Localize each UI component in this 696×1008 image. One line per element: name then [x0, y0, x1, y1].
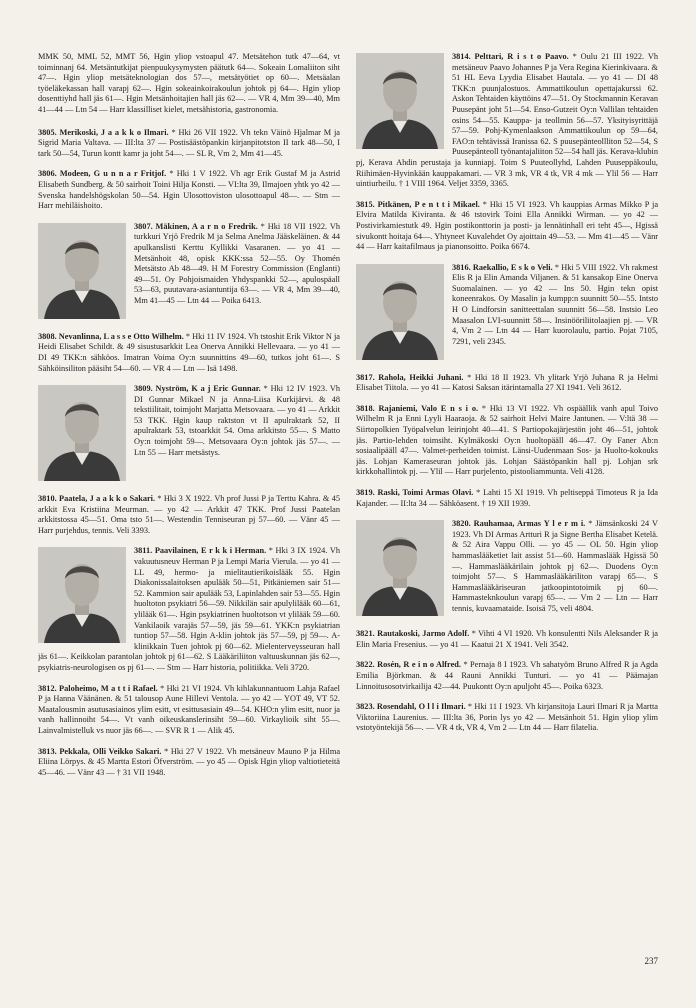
- entry-heading: 3819. Raski, Toimi Armas Olavi.: [356, 488, 474, 498]
- entry-text: [356, 702, 658, 734]
- entry-heading: 3820. Rauhamaa, Armas Y l e r m i.: [452, 519, 586, 529]
- biography-entry: [356, 373, 658, 394]
- entry-text: [38, 747, 340, 779]
- biography-entry: [38, 494, 340, 536]
- entry-body: * Hki 15 VI 1923. Vh kauppias Armas Mikko P ja Elvira Matilda Kiviranta. & 46 tstovirk Toini Ella Annikki Wirman. — yo 42 — Postivirkamiestutk 49. Hgin postikonttorin ja posti- ja lennätinhall eri teht 45—, Hgissä sivukontt hoitaja 64—. Yhtyneet Kuvalehdet Oy ajoittain 49—53. — Mm 41—45 — Vänr 44 — Harr kaitafilmaus ja pianonsoitto. Poika 6674.: [356, 199, 658, 252]
- entry-heading: 3811. Paavilainen, E r k k i Herman.: [134, 546, 267, 556]
- entry-body: * Hki 12 IV 1923. Vh DI Gunnar Mikael N ja Anna-Liisa Kurkijärvi. & 48 tekstiilitait, toimjoht Marjatta Metsovaara. — yo 41 — Arkkit 53 TKK. Hgin kaup raktston vt II apulraktark 52, II apulraktark 53, tstoarkkit 54. Oma arkkitsto 55—. S Matto Oy:n toimjoht 59—. Metsovaara Oy:n johtok jäs 57—. — Ltn 55 — Harr metsästys.: [134, 384, 340, 457]
- biography-entry: [38, 747, 340, 779]
- page-number: 237: [644, 956, 658, 966]
- entry-heading: 3821. Rautakoski, Jarmo Adolf.: [356, 629, 470, 639]
- biography-entry: [356, 702, 658, 734]
- entry-heading: 3809. Nyström, K a j Eric Gunnar.: [134, 384, 261, 394]
- entry-text: [356, 488, 658, 509]
- biography-entry: [38, 52, 340, 116]
- entry-text: [38, 169, 340, 211]
- entry-text: [38, 494, 340, 536]
- entry-heading: 3817. Rahola, Heikki Juhani.: [356, 372, 464, 382]
- entry-text: [356, 629, 658, 650]
- biography-entry: [356, 660, 658, 692]
- entry-heading: 3823. Rosendahl, O l l i Ilmari.: [356, 702, 466, 712]
- entry-body: * Hki 3 X 1922. Vh prof Jussi P ja Terttu Kahra. & 45 arkkit Eva Kristiina Meurman. — yo 42 — Arkkit 47 TKK. Prof Jussi Paatelan arkkitstossa 45—51. Oma tsto 51—. Westendin Tenniseuran pj 57—60. — Vänr 45 — Harr purjehdus, tennis. Veli 3393.: [38, 494, 340, 535]
- portrait-photo: [356, 53, 444, 149]
- entry-body: MMK 50, MML 52, MMT 56, Hgin yliop vstoapul 47. Metsätehon tutk 47—64, vt toiminnanj 64. Metsäntutkijat pienpuukysymysten päätutk 64—. Sokeain Lomaliiton siht 47—. Hgin yliop metsäteknologian dos 57—, metsätyötiet op 60—. Metsäalan työeläkekassan hall varapj 62—. Hgin sokeainkoirakoulun johtok pj 64—. Hgin yliop dosenttiyhd hall jäs 61—. Hgin Metsänhoitajien hall jäs 62—. — VR 4, Mm 39—40, Mm 41—44 — Ltn 54 — Harr klassilliset kielet, metsähistoria, gastronomia.: [38, 52, 340, 114]
- entry-body: * Hki 3 IX 1924. Vh vakuutusneuv Herman P ja Lempi Maria Vierula. — yo 41 — LL 49, hermo- ja mielitautierikoislääk 55. Hgin Diakonissalaitoksen apulääk 50—51, Pitkäniemen sair 51—52. Kammion sair apulääk 53, Lapinlahden sair 53—55. Hgin huoltoton psykiatri 56—59. Nikkilän sair apulylilääk 60—61, ylilääk 61—. Hgin psykiatrinen huoltotson vt ylilääk 59—60. Vankilaoik varajäs 57—59, jäs 59—61. YKK:n psykiatrian tuntiop 57—58. Hgin A-klin johtok jäs 57—59, pj 59—. A-klinikkain Tuen johtok pj 60—62. Mielenterveysseuran hall jäs 61—. Keikkolan parantolan johtok pj 61—62. S Lääkäriliiton valtuuskunnan jäs 62—, psykiatris-neurologisen os pj 61—. — Stm — Harr historia, politiikka. Veli 3720.: [38, 546, 340, 672]
- portrait-photo: [356, 264, 444, 360]
- entry-body: * Hki 5 VIII 1922. Vh rakmest Elis R ja Elin Amanda Viljanen. & 51 kansakop Eine Onerva Suomalainen. — yo 42 — Ins 50. Hgin tekn opist koneenrakos. Oy Masalin ja kumpp:n suunnitt 50—55. Intsto H O Lindforsin sanitteettalan suunnitt 56—58. Instsio Leo Maasalon LVI-suunnitt 58—. Insinööriliitolaajien pj. — VR 4, Vm 2 — Ltn 44 — Harr kuorolaulu, partio. Pojat 7105, 7291, veli 2345.: [452, 262, 658, 346]
- entry-body: * Vihti 4 VI 1920. Vh konsulentti Nils Aleksander R ja Elin Maria Fresenius. — yo 41 — Kaatui 21 X 1941. Veli 3542.: [356, 629, 658, 649]
- entry-heading: 3815. Pitkänen, P e n t t i Mikael.: [356, 199, 480, 209]
- entry-text: [38, 332, 340, 374]
- entry-body: * Hki 18 II 1923. Vh ylitark Yrjö Juhana R ja Helmi Elisabet Tiitola. — yo 41 — Katosi Saksan itärintamalla 27 XI 1941. Veli 3612.: [356, 372, 658, 393]
- biography-entry: [38, 222, 340, 322]
- entry-body: * Hki 1 V 1922. Vh agr Erik Gustaf M ja Astrid Elisabeth Sundberg. & 50 sairhoit Toini Hilja Konsti. — VI:lta 39, Ilmajoen yhtk yo 42 — Svenska handelshögskolan 50—54. Hgin Ulosottoviston ulosottoapul 48—. — Stm — Harr mehiläishoito.: [38, 169, 340, 211]
- entry-heading: 3807. Mäkinen, A a r n o Fredrik.: [134, 221, 258, 231]
- portrait-photo-icon: [356, 53, 444, 149]
- portrait-photo-icon: [38, 547, 126, 643]
- entry-text: [356, 404, 658, 478]
- entry-text: [356, 660, 658, 692]
- biography-entry: [356, 404, 658, 478]
- entry-body: * Lahti 15 XI 1919. Vh peltiseppä Timoteus R ja Ida Kajander. — II:lta 34 — Sähköasent. † 19 XII 1939.: [356, 488, 658, 508]
- biography-entry: [38, 684, 340, 737]
- entry-text: [356, 200, 658, 253]
- biography-entry: [356, 200, 658, 253]
- biography-entry: [38, 332, 340, 374]
- entry-text: [38, 684, 340, 737]
- biography-entry: [38, 128, 340, 160]
- portrait-photo: [356, 520, 444, 616]
- entry-body: * Oulu 21 III 1922. Vh metsäneuv Paavo Johannes P ja Vera Regina Kierinkivaara. & 51 HL Eeva Lyydia Elisabet Hautala. — yo 41 — DI 48 TKK:n puunjalostuos. Ammattikoulun opettajakurssi 62. Askon Tehtaiden käyttöins 47—51. Oy Stockmannin Keravan Puusepänt joht 51—54. Enso-Gutzeit Oy:n Vallilan tehtaiden osins 54—55. Kauppa- ja teollmin 56—57. Yksityisyrittäjä 57—59. Pohj-Kymenlaakson Ammattikoulun op 59—64, FAO:n tehtävissä Iranissa 62. S puusepänteollliton 52—54, S Puusepänteoll työnantajaliiton 52—54 hall jäs. Kerava-klubin pj, Kerava Ahdin perustaja ja kunniapj. Toim S Puuteollyhd, Lahden Puuseppäkoulu, Riihimäen-Hyvinkään kauppakamari. — VR 3 mk, VR 4 tk, VR 4 mk — Ylil 56 — Harr uintiurheilu. † 1 VIII 1964. Veljet 3359, 3365.: [356, 52, 658, 189]
- biography-entry: [38, 384, 340, 484]
- portrait-photo-icon: [356, 520, 444, 616]
- entry-body: * Hki 27 V 1922. Vh metsäneuv Mauno P ja Hilma Eliina Lörpys. & 45 Martta Estori Öfverström. — yo 45 — Opisk Hgin yliop valtiotieteitä 45—46. — Vänr 43 — † 31 VII 1948.: [38, 746, 340, 777]
- biography-entry: [356, 52, 658, 190]
- entry-body: * Hki 11 I 1923. Vh kirjansitoja Lauri Ilmari R ja Martta Viktoriina Laurenius. — III:lta 36, Porin lys yo 42 — Metsänhoit 51. Hgin yliop ylim vstotyöntekijä 56—. — VR 4 tk, VR 4, Vm 2 — Ltn 44 — Harr filatelia.: [356, 702, 658, 733]
- portrait-photo: [38, 547, 126, 643]
- entry-heading: 3818. Rajaniemi, Valo E n s i o.: [356, 403, 479, 413]
- right-column: [356, 52, 658, 744]
- portrait-photo-icon: [356, 264, 444, 360]
- entry-body: * Hki 21 VI 1924. Vh kihlakunnantuom Lahja Rafael P ja Hanna Väänänen. & 51 talousop Aune Hillevi Ventola. — yo 42 — YOT 49, VT 52. Maatalousmin asutusasiainos ylim esitt, vt esittusasiain 49—54. KHO:n ylim esitt, nuor ja vanh hallinnoiht 54—. Vt vanh oikeuskanslerinsiht 59—60. Virkaylioik siht 55—. Lainvalmistelluk vs nuor jäs 66—. — SVR R 1 — Alik 45.: [38, 683, 340, 735]
- entry-heading: 3808. Nevanlinna, L a s s e Otto Wilhelm.: [38, 331, 184, 341]
- entry-body: * Jämsänkoski 24 V 1923. Vh DI Armas Artturi R ja Signe Bertha Elisabet Ketelä. & 52 Aira Vappu Olli. — yo 45 — OL 50. Hgin yliop hammaslääketiet lait assist 51—60. Hammaslääk Hgissä 50—. Hammaslääkärilain johtok pj 62—. Duodens Oy:n toimjoht 57—. S Hammaslääkäriliton varapj 65—. S Hammaslääkäriseuran jatkoopintotoimik pj 60—. Hammasteknkoulun varapj 65—. — Vm 2 — Ltn — Harr tennis, kuvaamataide. Isoisä 75, veli 4804.: [452, 519, 658, 613]
- portrait-photo: [38, 385, 126, 481]
- biography-entry: [356, 263, 658, 363]
- entry-heading: 3806. Modeen, G u n n a r Fritjof.: [38, 169, 167, 179]
- entry-heading: 3812. Paloheimo, M a t t i Rafael.: [38, 683, 158, 693]
- entry-heading: 3814. Pelttari, R i s t o Paavo.: [452, 52, 569, 61]
- entry-heading: 3813. Pekkala, Olli Veikko Sakari.: [38, 746, 162, 756]
- portrait-photo: [38, 223, 126, 319]
- entry-text: [38, 52, 340, 116]
- biography-entry: [38, 546, 340, 673]
- entry-body: * Hki 13 VI 1922. Vh ospäällik vanh apul Toivo Wilhelm R ja Enni Lyyli Haaraoja. & 52 sairhoit Helvi Maire Jantunen. — V:ltä 38 — Siirtopolkien Työpalvelun leirinjoht 40—41. S Partiopokajärjestön joht 46—51, johtok jäs. Partio-lehden toimsiht. Kylmäkoski Oy:n huoltopääll 46—47. Oy Faner Ab:n sosiaalipääll 47—. Valmet-perheiden toimist. Länsi-Uudenmaan Sos- ja Huolto-kokouks jäs. Lohjan Kameraseuran johtok jäs. Lohjan Säästöpankin hall pj. Lohjan srk kirkkohallintok pj. — Ylil — Harr purjelento, pistooliammunta. Veli 4128.: [356, 403, 658, 477]
- entry-heading: 3810. Paatela, J a a k k o Sakari.: [38, 494, 156, 504]
- portrait-photo-icon: [38, 223, 126, 319]
- entry-text: [356, 373, 658, 394]
- entry-heading: 3805. Merikoski, J a a k k o Ilmari.: [38, 127, 169, 137]
- entry-heading: 3822. Rosén, R e i n o Alfred.: [356, 660, 461, 670]
- entry-body: * Hki 18 VII 1922. Vh turkkuri Yrjö Fredrik M ja Selma Anelma Jääskeläinen. & 44 apulkanslisti Kerttu Kyllikki Vasaranen. — yo 41 — Metsänhoit 48, opisk KKK:ssa 52—55. Oy Thomén Metsätsto Ab 48—49. H M Forestry Commission (Englanti) 49—51. Oy Pohjoismaiden Yhdyspankki 52—, apulospäall 53—63, puutavara-asiantuntija 63—. — VR 4, Mm 39—40, Mm 41—45 — Ltn 44 — Poika 6413.: [134, 221, 340, 305]
- biography-entry: [356, 519, 658, 619]
- entry-text: [38, 128, 340, 160]
- entry-body: * Pernaja 8 I 1923. Vh sahatyöm Bruno Alfred R ja Agda Emilia Björkman. & 44 Rauni Annikki Tunturi. — yo 41 — Päämajan Linnoitusosotvirkailija 42—44. Puukontt Oy:n apuljoht 45—. Poika 6323.: [356, 660, 658, 691]
- biography-entry: [38, 169, 340, 211]
- biography-entry: [356, 629, 658, 650]
- left-column: [38, 52, 340, 788]
- entry-body: * Hki 11 IV 1924. Vh tstoshit Erik Viktor N ja Heidi Elisabet Schildt. & 49 sisustusarkkit Lea Onerva Annikki Hellevaara. — yo 41 — DI 49 TKK:n sähköos. Imatran Voima Oy:n suunnittins 49—60, tutkos joht 61—. S Sähköinsiliton pääsiht 54—60. — VR 4 — Ltn — Isä 1498.: [38, 331, 340, 373]
- entry-body: * Hki 26 VII 1922. Vh tekn Väinö Hjalmar M ja Sigrid Maria Valtava. — III:lta 37 — Postisäästöpankin kirjanpitotston II tark 48—50, I tark 50—54, Turun kontt kamr ja joht 54—. — SL R, Vm 2, Mm 41—45.: [38, 127, 340, 158]
- entry-heading: 3816. Raekallio, E s k o Veli.: [452, 262, 553, 272]
- portrait-photo-icon: [38, 385, 126, 481]
- biography-entry: [356, 488, 658, 509]
